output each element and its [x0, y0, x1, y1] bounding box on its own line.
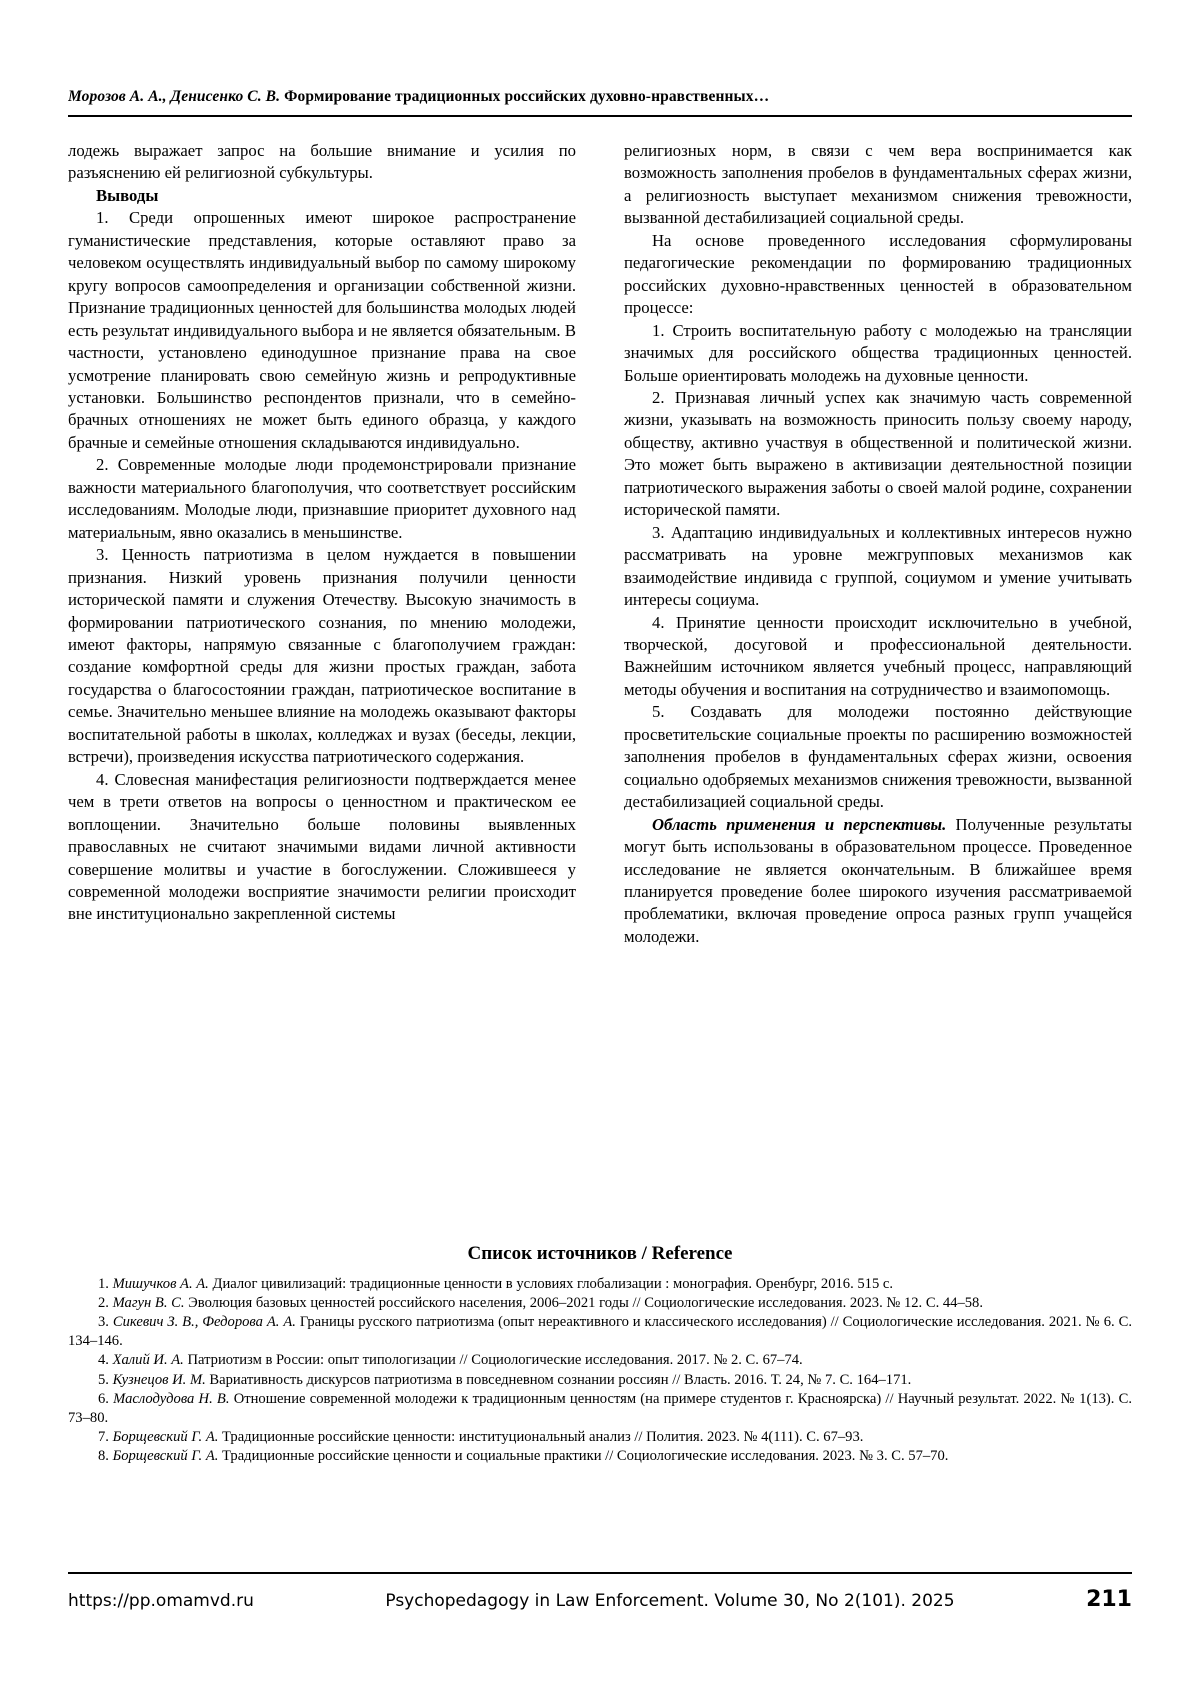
paragraph	[624, 814, 1132, 949]
page-footer	[68, 1587, 1132, 1612]
paragraph: религиозных норм, в связи с чем вера воспринимается как возможность заполнения пробелов в фундаментальных сферах жизни, а религиозность выступает механизмом снижения тревожности, вызванной дестабилизацией социальной среды.	[624, 141, 1132, 228]
paragraph: 5. Создавать для молодежи постоянно действующие просветительские социальные проекты по расширению возможностей заполнения пробелов в фундаментальных сферах жизни, освоения социально одобряемых механизмов снижения тревожности, вызванной дестабилизацией социальной среды.	[624, 702, 1132, 812]
paragraph: 2. Признавая личный успех как значимую часть современной жизни, указывать на возможность приносить пользу своему народу, обществу, активно участвуя в общественной и политической жизни. Это может быть выражено в активизации деятельностной позиции патриотического выражения заботы о своей малой родине, сохранении исторической памяти.	[624, 387, 1132, 520]
paragraph: 1. Строить воспитательную работу с молодежью на трансляции значимых для российского общества традиционных ценностей. Больше ориентировать молодежь на духовные ценности.	[624, 320, 1132, 385]
reference-authors: Магун В. С.	[112, 1295, 185, 1312]
reference-item	[68, 1275, 1132, 1294]
footer-rule	[68, 1572, 1132, 1574]
right-column	[624, 140, 1132, 948]
reference-authors: Халий И. А.	[112, 1352, 184, 1369]
journal-issue-line: Psychopedagogy in Law Enforcement. Volume 30, No 2(101). 2025	[385, 1591, 955, 1611]
paragraph: лодежь выражает запрос на большие внимание и усилия по разъяснению ей религиозной субкультуры.	[68, 141, 576, 183]
reference-text: Границы русского патриотизма (опыт нереактивного и классического исследования) // Социологические исследования. 2021. № 6. С. 134–146.	[68, 1314, 1132, 1350]
reference-text: Традиционные российские ценности: институциональный анализ // Полития. 2023. № 4(111). С. 67–93.	[218, 1428, 864, 1445]
paragraph: 3. Адаптацию индивидуальных и коллективных интересов нужно рассматривать на уровне межгрупповых механизмов как взаимодействие индивида с группой, социумом и умение учитывать интересы социума.	[624, 522, 1132, 610]
reference-text: Традиционные российские ценности и социальные практики // Социологические исследования. 2023. № 3. С. 57–70.	[218, 1447, 949, 1464]
journal-url[interactable]: https://pp.omamvd.ru	[68, 1591, 254, 1611]
reference-item	[68, 1313, 1132, 1351]
page-number: 211	[1086, 1587, 1132, 1612]
reference-text: Эволюция базовых ценностей российского населения, 2006–2021 годы // Социологические исследования. 2023. № 12. С. 44–58.	[184, 1295, 983, 1312]
reference-authors: Борщевский Г. А.	[112, 1447, 219, 1464]
running-head-title: Формирование традиционных российских духовно-нравственных…	[280, 88, 770, 105]
left-column	[68, 140, 576, 948]
reference-text: Диалог цивилизаций: традиционные ценности в условиях глобализации : монография. Оренбург, 2016. 515 с.	[208, 1276, 894, 1292]
paragraph-text: Полученные результаты могут быть использованы в образовательном процессе. Проведенное исследование не является окончательным. В ближайшее время планируется проведение более широкого изучения рассматриваемой проблематики, включая проведение опроса разных групп учащейся молодежи.	[624, 814, 1132, 946]
header-rule	[68, 115, 1132, 117]
reference-number: 4.	[98, 1352, 113, 1369]
references-title: Список источников / Reference	[467, 1243, 733, 1264]
paragraph: 4. Принятие ценности происходит исключительно в учебной, творческой, досуговой и профессиональной деятельности. Важнейшим источником является учебный процесс, направляющий методы обучения и воспитания на сотрудничество и взаимопомощь.	[624, 612, 1132, 699]
reference-item	[68, 1447, 1132, 1466]
reference-number: 5.	[98, 1371, 113, 1388]
reference-number: 3.	[98, 1314, 113, 1331]
paragraph: 4. Словесная манифестация религиозности подтверждается менее чем в трети ответов на вопросы о ценностном и практическом ее воплощении. Значительно больше половины выявленных православных не считают значимыми видами личной активности совершение молитвы и участие в богослужении. Сложившееся у современной молодежи восприятие значимости религии происходит вне институционально закрепленной системы	[68, 769, 576, 924]
reference-text: Патриотизм в России: опыт типологизации // Социологические исследования. 2017. № 2. С. 67–74.	[183, 1352, 803, 1369]
paragraph-lead-in: Область применения и перспективы.	[652, 814, 947, 834]
reference-authors: Мишучков А. А.	[112, 1276, 209, 1292]
paragraph: 3. Ценность патриотизма в целом нуждается в повышении признания. Низкий уровень признания получили ценности исторической памяти и служения Отечеству. Высокую значимость в формировании патриотического сознания, по мнению молодежи, имеют факторы, напрямую связанные с благополучием граждан: создание комфортной среды для жизни простых граждан, забота государства о благосостоянии граждан, патриотическое воспитание в семье. Значительно меньшее влияние на молодежь оказывают факторы воспитательной работы в школах, колледжах и вузах (беседы, лекции, встречи), произведения искусства патриотического содержания.	[68, 545, 576, 767]
references-list	[68, 1275, 1132, 1466]
reference-item	[68, 1390, 1132, 1428]
section-heading: Выводы	[96, 185, 159, 205]
reference-authors: Борщевский Г. А.	[112, 1428, 219, 1445]
reference-item	[68, 1294, 1132, 1313]
reference-text: Вариативность дискурсов патриотизма в повседневном сознании россиян // Власть. 2016. Т. 24, № 7. С. 164–171.	[205, 1371, 912, 1388]
paragraph: 1. Среди опрошенных имеют широкое распространение гуманистические представления, которые оставляют право за человеком осуществлять индивидуальный выбор по самому широкому кругу вопросов самоопределения и организации собственной жизни. Признание традиционных ценностей для большинства молодых людей есть результат индивидуального выбора и не является обязательным. В частности, установлено единодушное признание права на свое усмотрение планировать свою семейную жизнь и репродуктивные установки. Большинство респондентов признали, что в семейно-брачных отношениях не может быть единого образца, у каждого брачные и семейные отношения складываются индивидуально.	[68, 208, 576, 452]
reference-item	[68, 1428, 1132, 1447]
body-columns	[68, 140, 1132, 948]
reference-item	[68, 1351, 1132, 1370]
reference-number: 6.	[98, 1390, 114, 1407]
running-head	[68, 88, 1132, 106]
reference-authors: Кузнецов И. М.	[112, 1371, 206, 1388]
reference-authors: Сикевич З. В., Федорова А. А.	[112, 1314, 296, 1331]
paragraph: На основе проведенного исследования сформулированы педагогические рекомендации по формированию традиционных российских духовно-нравственных ценностей в образовательном процессе:	[624, 230, 1132, 318]
reference-authors: Маслодудова Н. В.	[113, 1390, 230, 1407]
reference-number: 1.	[98, 1276, 113, 1292]
paragraph: 2. Современные молодые люди продемонстрировали признание важности материального благополучия, что соответствует российским исследованиям. Молодые люди, признавшие приоритет духовного над материальным, явно оказались в меньшинстве.	[68, 455, 576, 542]
reference-number: 8.	[98, 1447, 113, 1464]
reference-item	[68, 1371, 1132, 1390]
reference-text: Отношение современной молодежи к традиционным ценностям (на примере студентов г. Красноярска) // Научный результат. 2022. № 1(13). С. 73–80.	[68, 1390, 1133, 1426]
running-head-authors: Морозов А. А., Денисенко С. В.	[68, 88, 281, 105]
reference-number: 7.	[98, 1428, 113, 1445]
reference-number: 2.	[98, 1295, 113, 1312]
